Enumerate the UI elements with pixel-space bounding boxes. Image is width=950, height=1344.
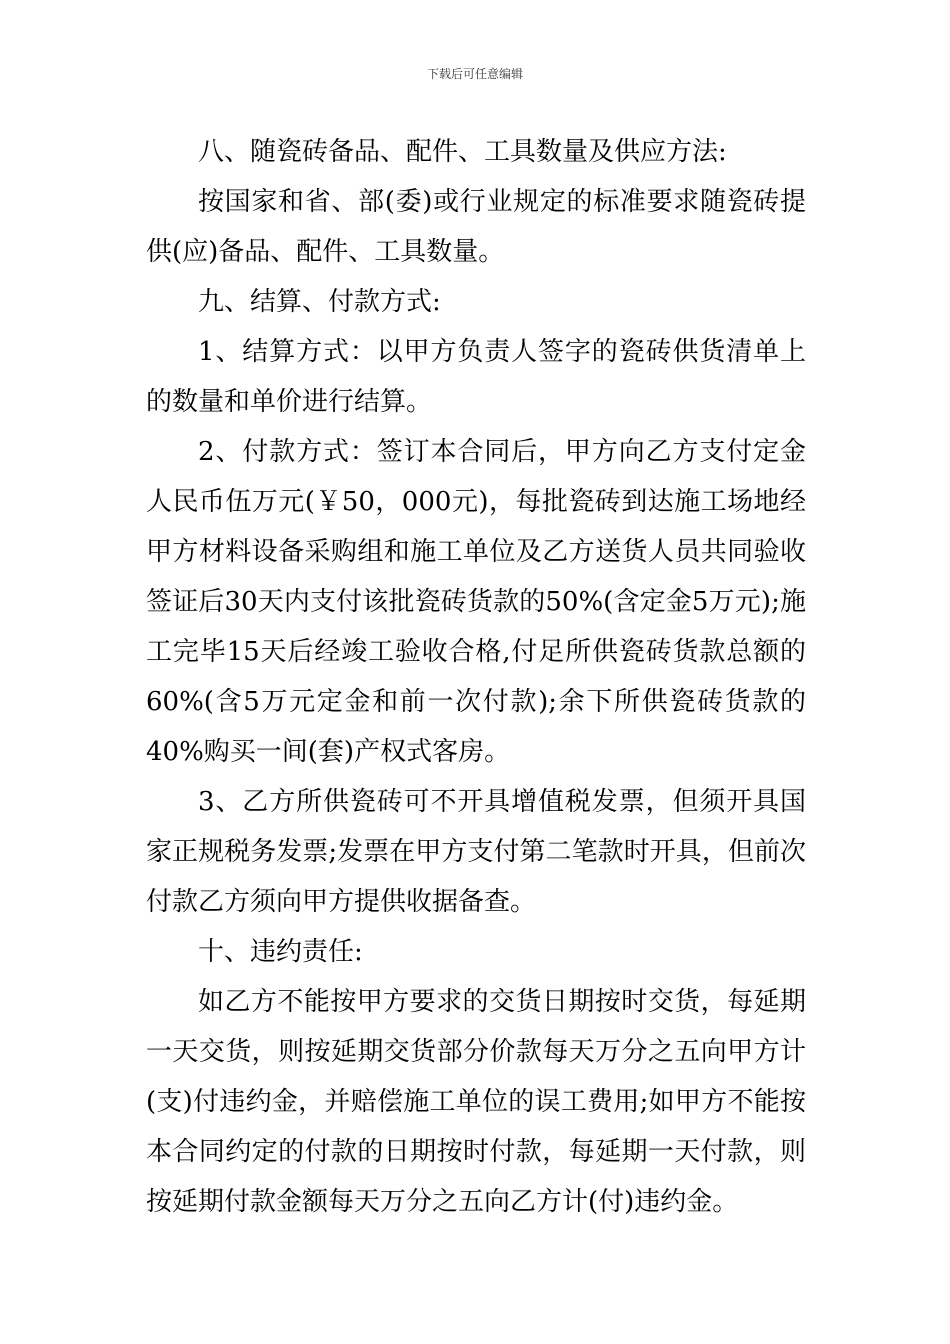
paragraph-spare-parts: 按国家和省、部(委)或行业规定的标准要求随瓷砖提供(应)备品、配件、工具数量。 [146,187,806,267]
page-header: 下载后可任意编辑 [426,67,523,81]
section-heading-9: 九、结算、付款方式: [198,287,441,317]
paragraph-breach-liability: 如乙方不能按甲方要求的交货日期按时交货，每延期一天交货，则按延期交货部分价款每天万分之五向甲方计(支)付违约金，并赔偿施工单位的误工费用;如甲方不能按本合同约定的付款的日期按时付款，每延期一天付款，则按延期付款金额每天万分之五向乙方计(付)违约金。 [146,987,806,1217]
section-heading-8: 八、随瓷砖备品、配件、工具数量及供应方法: [198,137,727,167]
paragraph-payment-method: 2、付款方式：签订本合同后，甲方向乙方支付定金人民币伍万元(￥50，000元)，每批瓷砖到达施工场地经甲方材料设备采购组和施工单位及乙方送货人员共同验收签证后30天内支付该批瓷砖货款的50%(含定金5万元);施工完毕15天后经竣工验收合格,付足所供瓷砖货款总额的60%(含5万元定金和前一次付款);余下所供瓷砖货款的40%购买一间(套)产权式客房。 [146,437,806,767]
paragraph-invoice: 3、乙方所供瓷砖可不开具增值税发票，但须开具国家正规税务发票;发票在甲方支付第二笔款时开具，但前次付款乙方须向甲方提供收据备查。 [146,787,806,917]
section-heading-10: 十、违约责任: [198,937,363,967]
document-body [146,127,806,1227]
paragraph-settlement-method: 1、结算方式：以甲方负责人签字的瓷砖供货清单上的数量和单价进行结算。 [146,337,806,417]
